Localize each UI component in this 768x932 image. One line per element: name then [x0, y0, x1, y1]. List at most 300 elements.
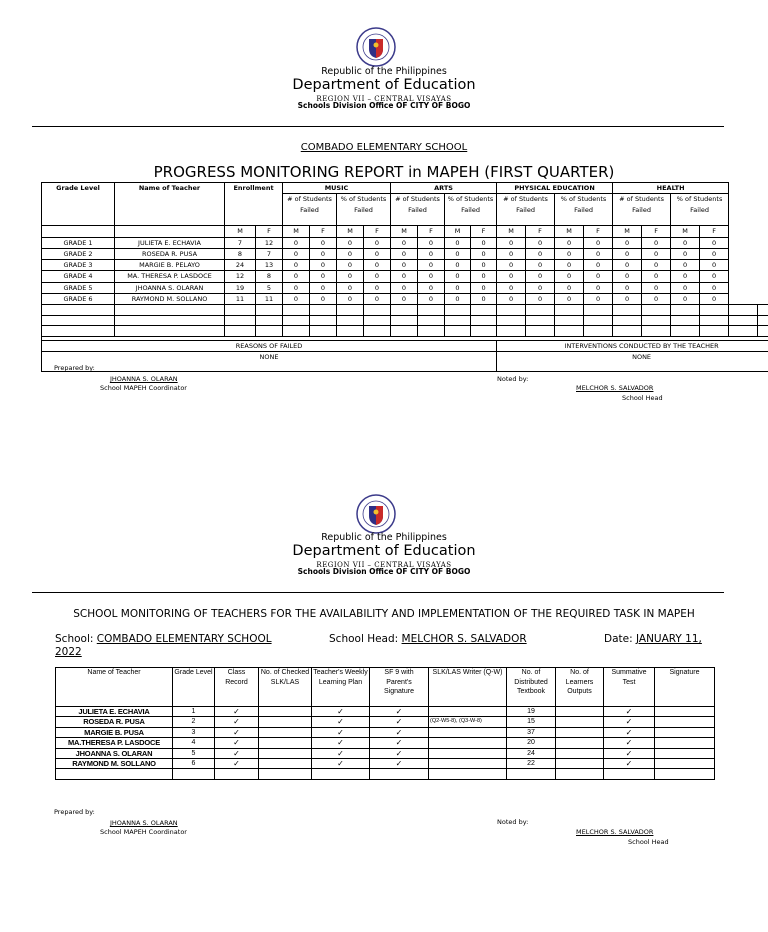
empty-cell: [173, 769, 215, 779]
table-row: [42, 282, 768, 293]
table-row: [56, 707, 715, 717]
summative-check: ✓: [604, 758, 655, 768]
empty-cell: [283, 315, 310, 326]
value-cell: 0: [391, 271, 418, 282]
learners-outputs-cell: [556, 738, 604, 748]
interventions-value: NONE: [497, 352, 768, 372]
teacher-cell: MA. THERESA P. LASDOCE: [115, 271, 225, 282]
empty-cell: [556, 769, 604, 779]
subject-music: MUSIC: [283, 183, 391, 194]
empty-cell: [418, 315, 445, 326]
value-cell: 0: [391, 260, 418, 271]
value-cell: 0: [471, 282, 497, 293]
mf-label: M: [613, 226, 642, 237]
empty-cell: [655, 769, 715, 779]
slk-writer-cell: [429, 727, 507, 737]
learners-outputs-cell: [556, 758, 604, 768]
empty-cell: [364, 326, 391, 337]
empty-cell: [391, 326, 418, 337]
preparer-role: School MAPEH Coordinator: [100, 384, 187, 392]
republic-text: Republic of the Philippines: [321, 532, 447, 543]
empty-cell: [42, 326, 115, 337]
school-name: COMBADO ELEMENTARY SCHOOL: [300, 142, 468, 153]
mf-label: M: [337, 226, 364, 237]
progress-monitoring-table: [41, 182, 768, 372]
table-row: [42, 271, 768, 282]
empty-cell: [700, 315, 729, 326]
learners-outputs-cell: [556, 717, 604, 727]
summative-check: ✓: [604, 727, 655, 737]
department-text: Department of Education: [292, 543, 476, 559]
slk-writer-cell: [429, 707, 507, 717]
date-label: Date:: [604, 633, 633, 645]
wlp-check: ✓: [312, 727, 370, 737]
checked-slk-cell: [259, 748, 312, 758]
empty-cell: [215, 769, 259, 779]
empty-cell: [312, 769, 370, 779]
value-cell: 0: [555, 237, 584, 248]
table-row: [56, 758, 715, 768]
music-num-failed: # of Students Failed: [283, 194, 337, 226]
teacher-cell: RAYMOND M. SOLLANO: [115, 294, 225, 305]
value-cell: 0: [391, 248, 418, 259]
teacher-name-cell: MA.THERESA P. LASDOCE: [56, 738, 173, 748]
value-cell: 0: [526, 271, 555, 282]
deped-seal-logo: [356, 494, 396, 534]
enroll-f-cell: 13: [256, 260, 283, 271]
grade-cell: GRADE 5: [42, 282, 115, 293]
hdr-sf9: SF 9 with Parent's Signature: [370, 668, 429, 707]
hdr-grade: Grade Level: [173, 668, 215, 707]
empty-cell: [497, 305, 526, 316]
slk-writer-cell: (Q2-W5-8), (Q3-W-8): [429, 717, 507, 727]
mf-label: F: [471, 226, 497, 237]
enroll-f-cell: 8: [256, 271, 283, 282]
mf-label: F: [418, 226, 445, 237]
value-cell: 0: [445, 294, 471, 305]
empty-cell: [42, 315, 115, 326]
value-cell: 0: [642, 294, 671, 305]
value-cell: 0: [418, 248, 445, 259]
wlp-check: ✓: [312, 707, 370, 717]
mf-label: F: [584, 226, 613, 237]
empty-cell: [391, 315, 418, 326]
signature-cell: [655, 727, 715, 737]
empty-cell: [391, 305, 418, 316]
mf-label: F: [642, 226, 671, 237]
sf9-check: ✓: [370, 727, 429, 737]
value-cell: 0: [526, 248, 555, 259]
value-cell: 0: [613, 282, 642, 293]
noted-by-label: Noted by:: [497, 375, 529, 383]
value-cell: 0: [391, 237, 418, 248]
hdr-teacher: Name of Teacher: [56, 668, 173, 707]
table-row: [56, 738, 715, 748]
monitoring-header-row: [56, 668, 715, 707]
table-row: [42, 260, 768, 271]
textbook-cell: 19: [507, 707, 556, 717]
empty-row: [42, 326, 768, 337]
date-year: [55, 646, 82, 658]
mf-label: M: [555, 226, 584, 237]
preparer-name: JHOANNA S. OLARAN: [110, 375, 178, 383]
checked-slk-cell: [259, 717, 312, 727]
table-row: [42, 237, 768, 248]
date-field: [604, 633, 702, 645]
empty-row: [42, 315, 768, 326]
textbook-cell: 37: [507, 727, 556, 737]
empty-cell: [526, 315, 555, 326]
empty-cell: [758, 326, 768, 337]
value-cell: 0: [418, 282, 445, 293]
empty-cell: [700, 305, 729, 316]
class-record-check: ✓: [215, 727, 259, 737]
enroll-m-cell: 24: [225, 260, 256, 271]
table-row: [56, 748, 715, 758]
teacher-monitoring-table: [55, 667, 715, 780]
school-head-value: MELCHOR S. SALVADOR: [401, 633, 527, 645]
department-text: Department of Education: [292, 77, 476, 93]
value-cell: 0: [283, 237, 310, 248]
empty-cell: [337, 326, 364, 337]
enroll-f-cell: 12: [256, 237, 283, 248]
value-cell: 0: [445, 237, 471, 248]
enroll-m-cell: 12: [225, 271, 256, 282]
grade-cell: GRADE 6: [42, 294, 115, 305]
learners-outputs-cell: [556, 748, 604, 758]
value-cell: 0: [497, 282, 526, 293]
empty-cell: [115, 315, 225, 326]
empty-cell: [259, 769, 312, 779]
empty-cell: [526, 326, 555, 337]
value-cell: 0: [418, 294, 445, 305]
value-cell: 0: [584, 260, 613, 271]
value-cell: 0: [471, 294, 497, 305]
signature-cell: [655, 748, 715, 758]
noter-role: School Head: [622, 394, 663, 402]
health-num-failed: # of Students Failed: [613, 194, 671, 226]
value-cell: 0: [283, 248, 310, 259]
empty-cell: [225, 326, 256, 337]
value-cell: 0: [555, 294, 584, 305]
division-text: Schools Division Office OF CITY OF BOGO: [297, 567, 471, 576]
report-title: PROGRESS MONITORING REPORT in MAPEH (FIRST QUARTER): [153, 163, 615, 181]
grade-cell: 2: [173, 717, 215, 727]
value-cell: 0: [700, 271, 729, 282]
value-cell: 0: [445, 282, 471, 293]
hdr-checked-slk: No. of Checked SLK/LAS: [259, 668, 312, 707]
class-record-check: ✓: [215, 707, 259, 717]
reasons-value: NONE: [42, 352, 497, 372]
textbook-cell: 24: [507, 748, 556, 758]
wlp-check: ✓: [312, 758, 370, 768]
value-cell: 0: [497, 271, 526, 282]
noter-name: MELCHOR S. SALVADOR: [576, 384, 654, 392]
region-text: REGION VII – CENTRAL VISAYAS: [316, 561, 452, 569]
republic-text: Republic of the Philippines: [321, 66, 447, 77]
checked-slk-cell: [259, 727, 312, 737]
teacher-name-cell: JULIETA E. ECHAVIA: [56, 707, 173, 717]
hdr-learners-outputs: No. of Learners Outputs: [556, 668, 604, 707]
value-cell: 0: [418, 237, 445, 248]
slk-writer-cell: [429, 738, 507, 748]
value-cell: 0: [445, 260, 471, 271]
value-cell: 0: [700, 260, 729, 271]
value-cell: 0: [613, 260, 642, 271]
division-text: Schools Division Office OF CITY OF BOGO: [297, 101, 471, 110]
empty-cell: [613, 305, 642, 316]
textbook-cell: 20: [507, 738, 556, 748]
empty-cell: [507, 769, 556, 779]
value-cell: 0: [283, 271, 310, 282]
teacher-cell: JULIETA E. ECHAVIA: [115, 237, 225, 248]
empty-cell: [445, 305, 471, 316]
grade-cell: 1: [173, 707, 215, 717]
empty-cell: [364, 315, 391, 326]
value-cell: 0: [337, 248, 364, 259]
value-cell: 0: [364, 248, 391, 259]
empty-cell: [729, 305, 758, 316]
summative-check: ✓: [604, 738, 655, 748]
signature-cell: [655, 738, 715, 748]
empty-cell: [283, 305, 310, 316]
sf9-check: ✓: [370, 707, 429, 717]
prepared-by-label: Prepared by:: [54, 364, 95, 372]
sf9-check: ✓: [370, 758, 429, 768]
teacher-name-cell: MARGIE B. PUSA: [56, 727, 173, 737]
value-cell: 0: [310, 248, 337, 259]
empty-cell: [310, 315, 337, 326]
prepared-by-label: Prepared by:: [54, 808, 95, 816]
empty-cell: [729, 326, 758, 337]
teacher-cell: ROSEDA R. PUSA: [115, 248, 225, 259]
teacher-name-cell: JHOANNA S. OLARAN: [56, 748, 173, 758]
mf-label: M: [445, 226, 471, 237]
value-cell: 0: [584, 248, 613, 259]
teacher-name-cell: ROSEDA R. PUSA: [56, 717, 173, 727]
empty-cell: [671, 315, 700, 326]
empty-cell: [337, 305, 364, 316]
music-pct-failed: % of Students Failed: [337, 194, 391, 226]
arts-pct-failed: % of Students Failed: [445, 194, 497, 226]
date-value: JANUARY 11,: [635, 633, 702, 645]
value-cell: 0: [497, 237, 526, 248]
value-cell: 0: [526, 260, 555, 271]
value-cell: 0: [613, 237, 642, 248]
empty-cell: [115, 326, 225, 337]
school-label: School:: [55, 633, 94, 645]
empty-cell: [418, 326, 445, 337]
empty-cell: [700, 326, 729, 337]
date-value-year: 2022: [55, 646, 82, 658]
grade-cell: GRADE 1: [42, 237, 115, 248]
empty-cell: [758, 315, 768, 326]
value-cell: 0: [471, 260, 497, 271]
value-cell: 0: [471, 271, 497, 282]
hdr-slk-writer: SLK/LAS Writer (Q-W): [429, 668, 507, 707]
value-cell: 0: [337, 282, 364, 293]
empty-cell: [471, 305, 497, 316]
empty-cell: [418, 305, 445, 316]
value-cell: 0: [364, 237, 391, 248]
school-head-field: [329, 633, 527, 645]
empty-cell: [642, 315, 671, 326]
value-cell: 0: [671, 271, 700, 282]
enroll-f-cell: 5: [256, 282, 283, 293]
value-cell: 0: [445, 271, 471, 282]
signature-cell: [655, 758, 715, 768]
value-cell: 0: [310, 271, 337, 282]
enroll-m-cell: 19: [225, 282, 256, 293]
mf-label: M: [497, 226, 526, 237]
empty-cell: [56, 769, 173, 779]
checked-slk-cell: [259, 738, 312, 748]
value-cell: 0: [497, 248, 526, 259]
value-cell: 0: [700, 248, 729, 259]
grade-cell: GRADE 3: [42, 260, 115, 271]
school-head-label: School Head:: [329, 633, 399, 645]
empty-cell: [642, 326, 671, 337]
empty-cell: [471, 326, 497, 337]
learners-outputs-cell: [556, 727, 604, 737]
value-cell: 0: [613, 294, 642, 305]
mf-label: M: [225, 226, 256, 237]
subject-pe: PHYSICAL EDUCATION: [497, 183, 613, 194]
value-cell: 0: [310, 260, 337, 271]
empty-cell: [283, 326, 310, 337]
empty-row: [42, 305, 768, 316]
value-cell: 0: [700, 237, 729, 248]
empty-cell: [613, 326, 642, 337]
value-cell: 0: [310, 282, 337, 293]
subject-arts: ARTS: [391, 183, 497, 194]
value-cell: 0: [584, 271, 613, 282]
deped-seal-logo: [356, 27, 396, 67]
value-cell: 0: [700, 282, 729, 293]
monitoring-title: SCHOOL MONITORING OF TEACHERS FOR THE AVAILABILITY AND IMPLEMENTATION OF THE REQUIRED TASK IN MAPEH: [73, 608, 695, 620]
mf-label: F: [364, 226, 391, 237]
grade-cell: 6: [173, 758, 215, 768]
subject-health: HEALTH: [613, 183, 729, 194]
enroll-m-cell: 11: [225, 294, 256, 305]
mf-label: M: [391, 226, 418, 237]
summative-check: ✓: [604, 748, 655, 758]
grade-cell: 4: [173, 738, 215, 748]
empty-cell: [310, 326, 337, 337]
mf-label: F: [700, 226, 729, 237]
empty-cell: [445, 326, 471, 337]
value-cell: 0: [526, 237, 555, 248]
empty-cell: [337, 315, 364, 326]
value-cell: 0: [613, 248, 642, 259]
wlp-check: ✓: [312, 738, 370, 748]
empty-cell: [604, 769, 655, 779]
empty-cell: [310, 305, 337, 316]
signature-cell: [655, 717, 715, 727]
header-divider: [32, 592, 724, 593]
teacher-name-cell: RAYMOND M. SOLLANO: [56, 758, 173, 768]
class-record-check: ✓: [215, 748, 259, 758]
table-row: [56, 727, 715, 737]
value-cell: 0: [310, 237, 337, 248]
empty-cell: [555, 326, 584, 337]
value-cell: 0: [526, 294, 555, 305]
value-cell: 0: [337, 294, 364, 305]
value-cell: 0: [555, 260, 584, 271]
school-value: COMBADO ELEMENTARY SCHOOL: [96, 633, 272, 645]
value-cell: 0: [671, 260, 700, 271]
summative-check: ✓: [604, 707, 655, 717]
preparer-role: School MAPEH Coordinator: [100, 828, 187, 836]
hdr-summative: Summative Test: [604, 668, 655, 707]
empty-cell: [370, 769, 429, 779]
value-cell: 0: [555, 282, 584, 293]
empty-cell: [225, 305, 256, 316]
hdr-wlp: Teacher's Weekly Learning Plan: [312, 668, 370, 707]
empty-cell: [555, 315, 584, 326]
value-cell: 0: [471, 237, 497, 248]
value-cell: 0: [283, 260, 310, 271]
preparer-name: JHOANNA S. OLARAN: [110, 819, 178, 827]
wlp-check: ✓: [312, 717, 370, 727]
empty-row: [56, 769, 715, 779]
empty-cell: [671, 305, 700, 316]
school-field: [55, 633, 272, 645]
hdr-class-record: Class Record: [215, 668, 259, 707]
empty-cell: [584, 315, 613, 326]
table-row: [56, 717, 715, 727]
value-cell: 0: [613, 271, 642, 282]
class-record-check: ✓: [215, 758, 259, 768]
grade-cell: 3: [173, 727, 215, 737]
summative-check: ✓: [604, 717, 655, 727]
value-cell: 0: [497, 294, 526, 305]
value-cell: 0: [364, 260, 391, 271]
class-record-check: ✓: [215, 738, 259, 748]
col-enrollment: Enrollment: [225, 183, 283, 226]
noter-name: MELCHOR S. SALVADOR: [576, 828, 654, 836]
value-cell: 0: [671, 237, 700, 248]
interventions-label: INTERVENTIONS CONDUCTED BY THE TEACHER: [497, 340, 768, 351]
value-cell: 0: [555, 248, 584, 259]
value-cell: 0: [671, 282, 700, 293]
value-cell: 0: [642, 237, 671, 248]
enroll-f-cell: 11: [256, 294, 283, 305]
enroll-m-cell: 8: [225, 248, 256, 259]
empty-cell: [225, 315, 256, 326]
table-row: [42, 248, 768, 259]
empty-cell: [364, 305, 391, 316]
col-grade-level: Grade Level: [42, 183, 115, 226]
grade-cell: 5: [173, 748, 215, 758]
region-text: REGION VII – CENTRAL VISAYAS: [316, 95, 452, 103]
empty-cell: [584, 326, 613, 337]
noter-role: School Head: [628, 838, 669, 846]
value-cell: 0: [364, 271, 391, 282]
slk-writer-cell: [429, 748, 507, 758]
value-cell: 0: [671, 294, 700, 305]
sf9-check: ✓: [370, 717, 429, 727]
empty-cell: [115, 305, 225, 316]
value-cell: 0: [642, 248, 671, 259]
empty-cell: [256, 315, 283, 326]
textbook-cell: 22: [507, 758, 556, 768]
learners-outputs-cell: [556, 707, 604, 717]
arts-num-failed: # of Students Failed: [391, 194, 445, 226]
grade-cell: GRADE 2: [42, 248, 115, 259]
wlp-check: ✓: [312, 748, 370, 758]
mf-header-row: [42, 226, 768, 237]
